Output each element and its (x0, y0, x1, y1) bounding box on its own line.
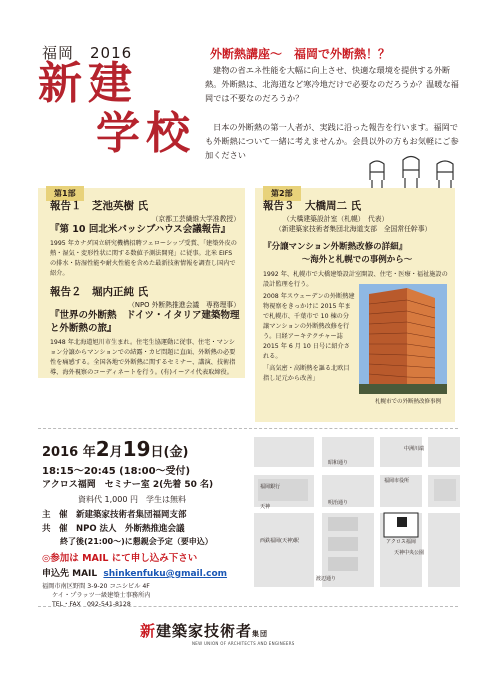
event-date: 2016 年2月19日(金) (42, 437, 189, 461)
photo-caption: 札幌市での外断熱改修事例 (375, 399, 442, 405)
apply-notice: ◎参加は MAIL にて申し込み下さい (42, 553, 198, 564)
divider (38, 428, 458, 429)
report3-body-2: 2008 年スウェーデンの外断熱建物視察をきっかけに 2015 年まで札幌市、千葉市で 10 棟の分譲マンションの外断熱改修を行う。日経アーキテクチャー誌 2015 年 6 月 10 日号に紹介される。 (263, 293, 355, 360)
map-label-park: 天神中央公園 (394, 550, 425, 556)
mail-address-link[interactable]: shinkenfuku@gmail.com (103, 569, 228, 579)
title-line-1: 新建 (38, 58, 138, 109)
part1-panel (38, 188, 245, 378)
map-label-watanabe: 渡辺通り (316, 576, 337, 582)
map-label-bank: 福岡銀行 (260, 484, 281, 490)
report2-title: 『世界の外断熱 ドイツ・イタリア建築物理と外断熱の旅』 (50, 310, 240, 334)
report2-heading: 報告２ 堀内正純 氏 (50, 286, 149, 298)
part1-tag: 第1部 (46, 186, 84, 201)
map-label-nishitetsu: 西鉄福岡(天神)駅 (260, 538, 299, 544)
report3-affiliation-1: （大橋建築設計室（札幌） 代表） (283, 215, 389, 223)
event-time: 18:15～20:45 (18:00～受付) (42, 466, 191, 477)
report3-heading: 報告３ 大橋周二 氏 (263, 200, 362, 212)
part2-panel (255, 188, 455, 422)
event-venue: アクロス福岡 セミナー室 2(先着 50 名) (42, 480, 214, 490)
map-label-nakasu: 中洲川端 (404, 446, 425, 452)
event-cohost: 共 催 NPO 法人 外断熱推進会議 (42, 524, 185, 534)
map-label-meiji: 明治通り (328, 500, 349, 506)
map-label-showa: 昭和通り (328, 460, 349, 466)
report2-body: 1948 年北海道旭川市生まれ。住宅生協運動に従事、住宅・マンション分譲からマンションでの結露・カビ問題に直面、外断熱の必要性を痛感する。全国各地で外断熱に関するセミナー、講演、技術指導、海外視察のコーディネートを行う。(有)イーアイ代表取締役。 (50, 339, 236, 376)
report1-affiliation: （京都工芸繊維大学准教授） (151, 215, 240, 223)
part2-tag: 第2部 (263, 186, 301, 201)
map-label-tenjin: 天神 (260, 504, 271, 510)
event-fee: 資料代 1,000 円 学生は無料 (78, 495, 186, 504)
report1-title: 『第 10 回北米パッシブハウス会議報告』 (50, 224, 231, 235)
report3-title: 『分譲マンション外断熱改修の詳細』 (263, 242, 408, 252)
building-photo (359, 284, 447, 394)
report3-body-1: 1992 年、札幌市で大橋建築設計室開設、住宅・医療・福祉施設の設計監理を行う。 (263, 271, 448, 288)
office-address: 福岡市南区野間 3-9-20 コニシビル 4F ケイ・プラッツ一級建築士事務所内 TEL・FAX 092-541-8128 (42, 583, 151, 608)
report3-subtitle: ～海外と札幌での事例から～ (301, 255, 413, 265)
event-party: 終了後(21:00～)に懇親会予定（要申込） (60, 537, 213, 546)
apply-mail: 申込先 MAIL shinkenfuku@gmail.com (42, 569, 228, 579)
report3-body-3: 「高気密・高断熱を謳る北欧目指し足元から改善」 (263, 365, 350, 382)
title-line-2: 学校 (96, 108, 196, 159)
report3-affiliation-2: （新建築家技術者集団北海道支部 全国常任幹事） (275, 225, 432, 233)
map-label-acros: アクロス福岡 (386, 539, 416, 545)
report1-heading: 報告１ 芝池英樹 氏 (50, 200, 149, 212)
divider-bottom (38, 606, 458, 607)
report1-body: 1995 年カナダ国立研究機構招聘フェローシップ受賞、「建築外皮の熱・湿気・変形性状に関する数値予測法開発」に従事。北米 EIFS の排水・防湿性能や耐火性能を含めた最新技術情報を調査し国内で紹介。 (50, 240, 237, 277)
lecture-title: 外断熱講座～ 福岡で外断熱！？ (210, 47, 391, 61)
venue-map (254, 437, 460, 587)
report2-affiliation: （NPO 外断熱推進会議 専務理事） (128, 301, 240, 309)
organization-logo-subtitle: NEW UNION OF ARCHITECTS AND ENGINEERS (192, 641, 295, 646)
place-year: 福岡 2016 (42, 44, 133, 62)
map-label-cityhall: 福岡市役所 (384, 478, 410, 484)
intro-paragraph-2: 日本の外断熱の第一人者が、実践に沿った報告を行います。福岡でも外断熱について一緒に考えませんか。会員以外の方もお気軽にご参加ください (205, 122, 459, 160)
organization-logo: 新建築家技術者集団 (140, 622, 269, 640)
intro-paragraph-1: 建物の省エネ性能を大幅に向上させ、快適な環境を提供する外断熱。外断熱は、北海道など寒冷地だけで必要なのだろうか？温暖な福岡では不要なのだろうか？ (205, 65, 459, 103)
event-host: 主 催 新建築家技術者集団福岡支部 (42, 510, 187, 520)
